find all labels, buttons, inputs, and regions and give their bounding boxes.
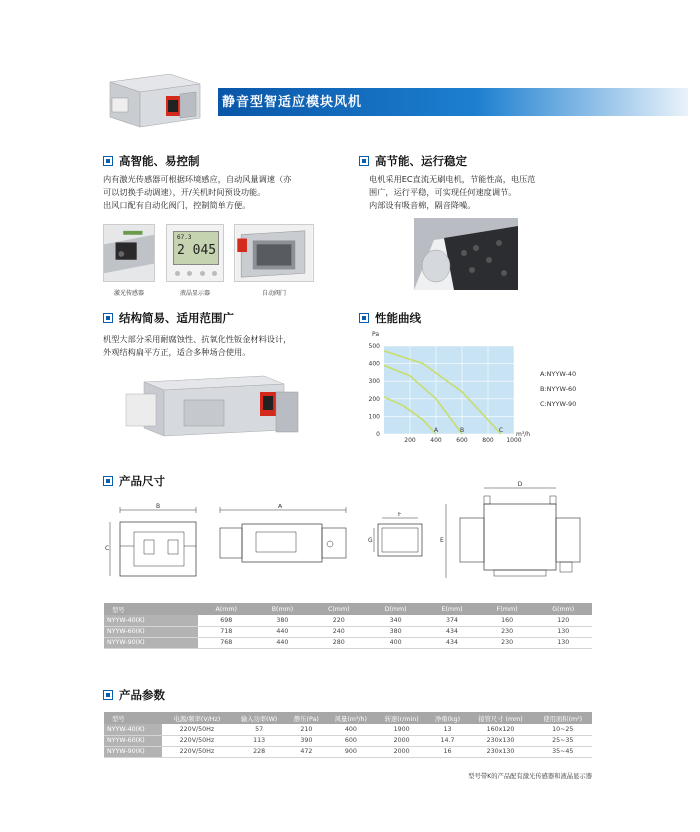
section-title-text: 性能曲线 (375, 311, 421, 325)
lcd-button (200, 271, 205, 276)
table-cell: 380 (367, 626, 424, 637)
structure-description (103, 333, 291, 359)
table-cell: 340 (367, 615, 424, 626)
lcd-screen (173, 231, 219, 265)
table-cell: 160x120 (467, 724, 533, 735)
drawing-top-view (100, 498, 204, 588)
parameter-table (104, 712, 592, 758)
drawing-side-view (212, 504, 352, 570)
text-line: 可以切换手动调速），开/关机时间预设功能。 (103, 187, 266, 197)
table-cell: 220V/50Hz (162, 735, 231, 746)
lcd-display-photo (166, 224, 224, 282)
column-header: 静压(Pa) (287, 712, 326, 724)
table-cell: 57 (232, 724, 287, 735)
column-header: 接管尺寸 (mm) (467, 712, 533, 724)
table-cell: 718 (198, 626, 254, 637)
chart-plot-area (384, 346, 514, 434)
table-row (104, 637, 592, 648)
table-cell: 113 (232, 735, 287, 746)
smart-description (103, 173, 291, 212)
chart-x-tick-label: 600 (456, 437, 468, 444)
section-title-params (103, 687, 165, 703)
table-cell: 230 (480, 626, 535, 637)
table-cell: 380 (254, 615, 310, 626)
table-row (104, 615, 592, 626)
column-header: 净重(kg) (428, 712, 468, 724)
section-marker-icon (103, 156, 113, 166)
drawing-outlet-view (368, 512, 434, 566)
chart-y-tick-label: 300 (368, 378, 380, 386)
lcd-digits-top: 67.3 (177, 234, 192, 241)
table-cell: 130 (534, 626, 592, 637)
lcd-button (212, 271, 217, 276)
chart-series-marker-label: C (498, 427, 504, 434)
fan-unit-side-image (124, 374, 300, 442)
column-header: 输入功率(W) (232, 712, 287, 724)
chart-legend-entry: C:NYYW-90 (540, 400, 577, 408)
column-header: C(mm) (311, 603, 367, 615)
table-row (104, 746, 592, 757)
table-row (104, 735, 592, 746)
lcd-buttons (175, 271, 217, 276)
chart-x-tick-label: 1000 (506, 437, 522, 444)
photo-caption-laser-sensor: 激光传感器 (113, 290, 144, 297)
section-title-structure (103, 310, 234, 326)
column-header: F(mm) (480, 603, 535, 615)
dimension-label-a: A (277, 504, 283, 510)
chart-series-marker-label: A (433, 427, 439, 434)
table-header-row (104, 712, 592, 724)
table-cell: 2000 (376, 746, 428, 757)
text-line: 内有激光传感器可根据环境感应，自动风量调速（亦 (103, 174, 292, 184)
text-line: 围广，运行平稳，可实现任何速度调节。 (369, 187, 517, 197)
interior-photo (414, 218, 518, 290)
text-line: 外观结构扁平方正，适合多种场合使用。 (103, 347, 251, 357)
table-cell: 228 (232, 746, 287, 757)
section-title-energy (359, 153, 467, 169)
dimension-label-b: B (155, 503, 161, 510)
table-cell: 230 (480, 637, 535, 648)
section-title-text: 高智能、易控制 (119, 154, 200, 168)
section-title-text: 结构简易、适用范围广 (119, 311, 234, 325)
section-marker-icon (103, 690, 113, 700)
table-cell: 210 (287, 724, 326, 735)
dimension-label-c: C (105, 545, 110, 552)
table-cell: 768 (198, 637, 254, 648)
footnote: 型号带K的产品配有激光传感器和液晶显示器 (468, 773, 592, 780)
chart-y-tick-label: 100 (368, 413, 380, 421)
auto-valve-photo (234, 224, 314, 282)
table-cell: NYYW-40(K) (104, 615, 198, 626)
chart-legend-entry: B:NYYW-60 (540, 385, 577, 393)
table-cell: 1900 (376, 724, 428, 735)
table-cell: NYYW-60(K) (104, 626, 198, 637)
table-cell: 472 (287, 746, 326, 757)
table-cell: 230x130 (467, 746, 533, 757)
table-cell: 390 (287, 735, 326, 746)
table-cell: 220V/50Hz (162, 724, 231, 735)
column-header: G(mm) (534, 603, 592, 615)
table-cell: 120 (534, 615, 592, 626)
text-line: 出风口配有自动化阀门，控制简单方便。 (103, 200, 251, 210)
lcd-button (175, 271, 180, 276)
table-cell: 400 (326, 724, 376, 735)
table-cell: 10~25 (534, 724, 592, 735)
chart-y-tick-label: 500 (368, 343, 380, 350)
section-title-text: 高节能、运行稳定 (375, 154, 467, 168)
column-header: 型号 (104, 603, 198, 615)
chart-series-marker-label: B (459, 427, 465, 434)
section-marker-icon (359, 313, 369, 323)
lcd-button (187, 271, 192, 276)
table-cell: 900 (326, 746, 376, 757)
dimension-label-e: E (440, 537, 444, 544)
photo-caption-valve: 自动阀门 (261, 290, 286, 297)
energy-description (369, 173, 535, 212)
section-title-dims (103, 473, 165, 489)
chart-legend-entry: A:NYYW-40 (540, 370, 577, 378)
table-row (104, 724, 592, 735)
table-cell: 230x130 (467, 735, 533, 746)
table-cell: NYYW-90(K) (104, 746, 162, 757)
chart-x-tick-label: 200 (404, 437, 416, 444)
column-header: E(mm) (424, 603, 479, 615)
table-cell: 220 (311, 615, 367, 626)
table-cell: 16 (428, 746, 468, 757)
table-cell: 374 (424, 615, 479, 626)
section-marker-icon (103, 476, 113, 486)
chart-x-axis-label: m³/h (516, 431, 531, 438)
column-header: D(mm) (367, 603, 424, 615)
column-header: 转速(r/min) (376, 712, 428, 724)
banner (100, 72, 590, 132)
table-header-row (104, 603, 592, 615)
lcd-digits-main: 2 045 (177, 243, 217, 258)
table-cell: 698 (198, 615, 254, 626)
text-line: 电机采用EC直流无刷电机，节能性高，电压范 (369, 174, 536, 184)
dimension-label-d: D (517, 481, 523, 488)
table-cell: 13 (428, 724, 468, 735)
table-cell: 400 (367, 637, 424, 648)
chart-y-axis-label: Pa (372, 331, 380, 338)
table-cell: 160 (480, 615, 535, 626)
table-cell: 240 (311, 626, 367, 637)
column-header: A(mm) (198, 603, 254, 615)
chart-x-tick-label: 400 (430, 437, 442, 444)
table-cell: 434 (424, 637, 479, 648)
text-line: 内部设有吸音棉，隔音降噪。 (369, 200, 476, 210)
drawing-front-view (440, 478, 590, 586)
table-cell: 2000 (376, 735, 428, 746)
chart-x-tick-label: 800 (482, 437, 494, 444)
table-cell: 14.7 (428, 735, 468, 746)
table-cell: NYYW-40(K) (104, 724, 162, 735)
column-header: B(mm) (254, 603, 310, 615)
column-header: 型号 (104, 712, 162, 724)
table-cell: 220V/50Hz (162, 746, 231, 757)
table-cell: 280 (311, 637, 367, 648)
dimension-label-f: F (398, 512, 402, 518)
section-title-text: 产品尺寸 (119, 474, 165, 488)
table-cell: 35~45 (534, 746, 592, 757)
table-cell: 600 (326, 735, 376, 746)
photo-caption-lcd: 液晶显示器 (179, 290, 210, 297)
section-title-text: 产品参数 (119, 688, 165, 702)
performance-chart (362, 326, 592, 450)
chart-y-tick-label: 200 (368, 395, 380, 403)
chart-y-tick-label: 0 (376, 431, 380, 438)
table-cell: NYYW-60(K) (104, 735, 162, 746)
section-title-smart (103, 153, 200, 169)
column-header: 电源/频率(V/Hz) (162, 712, 231, 724)
table-row (104, 626, 592, 637)
column-header: 使用面积(m²) (534, 712, 592, 724)
table-cell: 25~35 (534, 735, 592, 746)
table-cell: 440 (254, 626, 310, 637)
page-title: 静音型智适应模块风机 (222, 95, 363, 110)
table-cell: 130 (534, 637, 592, 648)
column-header: 风量(m³/h) (326, 712, 376, 724)
text-line: 机型大部分采用耐腐蚀性、抗氧化性钣金材料设计， (103, 334, 292, 344)
chart-y-tick-label: 400 (368, 360, 380, 368)
section-marker-icon (103, 313, 113, 323)
section-marker-icon (359, 156, 369, 166)
section-title-perf (359, 310, 421, 326)
dimension-label-g: G (368, 537, 373, 544)
table-cell: NYYW-90(K) (104, 637, 198, 648)
dimension-table (104, 603, 592, 649)
table-cell: 440 (254, 637, 310, 648)
laser-sensor-photo (103, 224, 155, 282)
fan-unit-image (100, 72, 225, 132)
table-cell: 434 (424, 626, 479, 637)
